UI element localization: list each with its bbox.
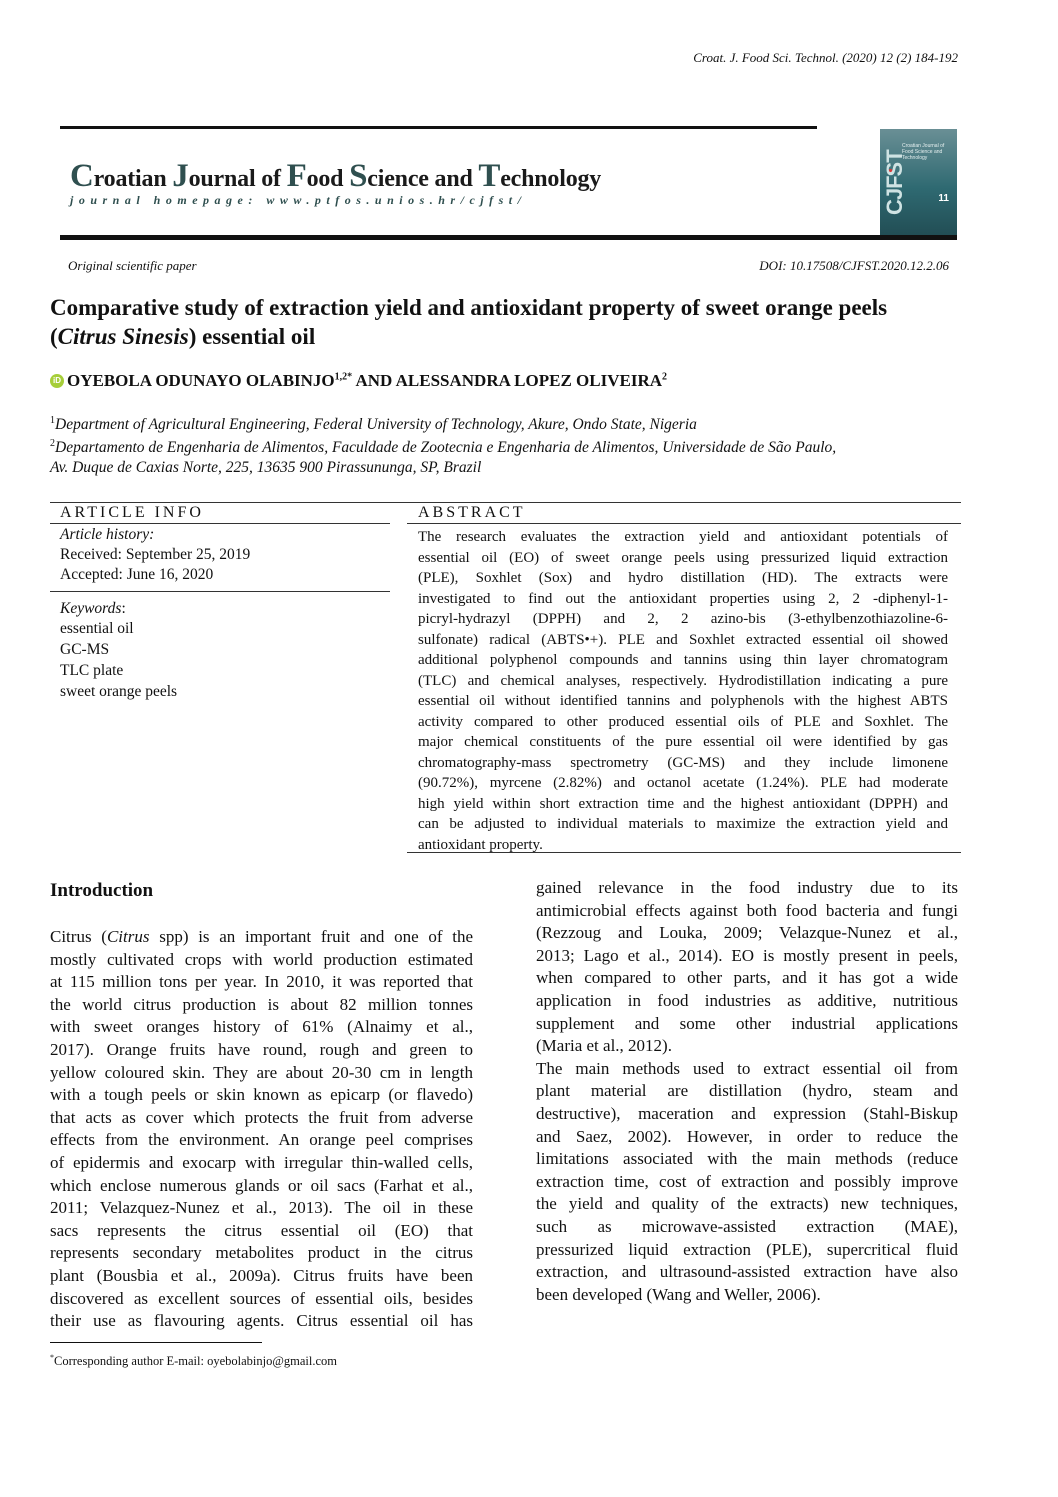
body-line: and Saez, 2002). However, in order to reduce the: [536, 1126, 958, 1146]
keyword-item: essential oil: [60, 620, 134, 637]
abstract-line: The research evaluates the extraction yield and antioxidant potentials of: [418, 529, 948, 545]
introduction-heading: Introduction: [50, 880, 154, 901]
journal-title-initial: C: [70, 158, 94, 194]
body-line: destructive), maceration and expression (Stahl-Biskup: [536, 1103, 958, 1123]
affiliation: [50, 438, 836, 457]
journal-title-initial: J: [172, 158, 189, 194]
cover-logo: CJFST: [882, 150, 907, 215]
affiliation: [50, 415, 697, 434]
abstract-line: essential oil (EO) of sweet orange peels using pressurized liquid extraction: [418, 549, 948, 566]
body-line: with sweet oranges history of 61% (Alnaimy et al.,: [50, 1017, 473, 1037]
body-line: at 115 million tons per year. In 2010, it was reported that: [50, 972, 473, 992]
footnote-marker: *: [50, 1353, 54, 1362]
paper-type: Original scientific paper: [68, 258, 197, 273]
title-species: Citrus Sinesis: [57, 324, 189, 349]
body-line: such as microwave-assisted extraction (MAE),: [536, 1216, 958, 1236]
author-name: OYEBOLA ODUNAYO OLABINJO: [67, 371, 335, 390]
journal-homepage-link[interactable]: journal homepage: www.ptfos.unios.hr/cjfst/: [70, 193, 527, 207]
journal-cover-image: [880, 129, 957, 235]
author-affiliation-marker: 2: [662, 371, 668, 383]
keyword-item: TLC plate: [60, 662, 124, 679]
affiliation-text: Av. Duque de Caxias Norte, 225, 13635 900 Pirassununga, SP, Brazil: [50, 459, 482, 476]
body-text: spp) is an important fruit and one of the: [149, 927, 473, 946]
abstract-line: (PLE), Soxhlet (Sox) and hydro distillation (HD). The extracts were: [418, 570, 948, 586]
body-line: plant material are distillation (hydro, steam and: [536, 1081, 958, 1101]
abstract-line: activity compared to other produced essential oils of PLE and Soxhlet. The: [418, 713, 948, 730]
abstract-line: chromatography-mass spectrometry (GC-MS) and they include limonene: [418, 754, 948, 771]
abstract-line: investigated to find out the antioxidant properties using 2, 2 -diphenyl-1-: [418, 590, 948, 607]
abstract-line: picryl-hydrazyl (DPPH) and 2, 2 azino-bis (3-ethylbenzothiazoline-6-: [418, 611, 948, 627]
body-line: sacs represents the citrus essential oil (EO) that: [50, 1220, 473, 1240]
body-line: the world citrus production is about 82 million tonnes: [50, 994, 473, 1014]
abstract-heading: ABSTRACT: [418, 504, 526, 521]
abstract-line: antioxidant property.: [418, 836, 543, 853]
affiliation-marker: 1: [50, 415, 55, 426]
footnote-rule: [50, 1342, 262, 1343]
introduction-left-column: [50, 926, 473, 1333]
journal-title: [70, 158, 601, 195]
orcid-icon[interactable]: iD: [50, 374, 64, 388]
body-text: Citrus (: [50, 927, 107, 946]
body-line: of epidermis and exocarp with irregular thin-walled cells,: [50, 1152, 473, 1172]
keywords-label-colon: :: [121, 600, 126, 617]
affiliation-text: Department of Agricultural Engineering, Federal University of Technology, Akure, Ondo State, Nigeria: [55, 416, 697, 434]
journal-title-word: roatian: [93, 166, 173, 192]
article-info-divider: [50, 591, 390, 592]
body-line: pressurized liquid extraction (PLE), supercritical fluid: [536, 1239, 958, 1259]
doi-link[interactable]: DOI: 10.17508/CJFST.2020.12.2.06: [759, 258, 949, 273]
article-history-label: Article history:: [60, 526, 155, 543]
abstract-line: (TLC) and chemical analyses, respectively. Hydrodistillation indicating a pure: [418, 672, 948, 689]
body-line: antimicrobial effects against both food bacteria and fungi: [536, 900, 958, 920]
title-rest: ) essential oil: [188, 324, 316, 349]
author-list: [67, 371, 667, 391]
accepted-date: Accepted: June 16, 2020: [60, 566, 214, 583]
body-line: mostly cultivated crops with world production estimated: [50, 949, 473, 969]
body-line: (Maria et al., 2012).: [536, 1036, 672, 1056]
paper-title-line: [50, 322, 962, 351]
title-paren: (: [50, 324, 58, 349]
keyword-item: sweet orange peels: [60, 683, 178, 700]
body-line: effects from the environment. An orange peel comprises: [50, 1130, 473, 1150]
author-name: ALESSANDRA LOPEZ OLIVEIRA: [395, 371, 663, 390]
journal-title-initial: T: [478, 158, 501, 194]
body-line: been developed (Wang and Weller, 2006).: [536, 1284, 821, 1304]
abstract-line: high yield within short extraction time and the highest antioxidant (DPPH) and: [418, 795, 948, 812]
body-line: yellow coloured skin. They are about 20-30 cm in length: [50, 1062, 473, 1082]
affiliation-marker: 2: [50, 438, 55, 449]
body-line: 2011; Velazquez-Nunez et al., 2013). The oil in these: [50, 1198, 473, 1218]
body-line: 2017). Orange fruits have round, rough and green to: [50, 1039, 473, 1059]
abstract-line: (90.72%), myrcene (2.82%) and octanol acetate (1.24%). PLE had moderate: [418, 775, 948, 791]
abstract-line: sulfonate) radical (ABTS•+). PLE and Soxhlet extracted essential oil showed: [418, 631, 948, 648]
journal-citation: Croat. J. Food Sci. Technol. (2020) 12 (2) 184-192: [693, 50, 958, 65]
body-line: The main methods used to extract essential oil from: [536, 1058, 958, 1078]
body-line: application in food industries as additive, nutritious: [536, 990, 958, 1010]
journal-title-word: ournal of: [188, 166, 287, 192]
body-text-italic: Citrus: [106, 927, 150, 946]
affiliation: [50, 459, 481, 477]
header-rule-top: [60, 126, 817, 129]
cover-number: 11: [938, 193, 949, 204]
corresponding-author-footnote: [50, 1353, 337, 1369]
body-line: extraction time, cost of extraction and possibly improve: [536, 1171, 958, 1191]
body-line: represents secondary metabolites product in the citrus: [50, 1243, 473, 1263]
body-line: [50, 926, 473, 949]
body-line: that acts as cover which protects the fruit from adverse: [50, 1107, 473, 1127]
cover-title: Croatian Journal of Food Science and Technology: [902, 143, 945, 161]
section-rule-top: [50, 502, 961, 503]
paper-title: [50, 293, 962, 351]
body-line: limitations associated with the main methods (reduce: [536, 1149, 958, 1169]
received-date: Received: September 25, 2019: [60, 546, 251, 563]
body-line: with a tough peels or skin known as epicarp (or flavedo): [50, 1085, 473, 1105]
body-line: when compared to other parts, and it has got a wide: [536, 968, 958, 988]
body-line: plant (Bousbia et al., 2009a). Citrus fruits have been: [50, 1265, 473, 1285]
body-line: the yield and quality of the extracts) new techniques,: [536, 1194, 958, 1214]
author-affiliation-marker: 1,2*: [334, 371, 353, 383]
abstract-line: major chemical constituents of the pure essential oil were identified by gas: [418, 734, 948, 750]
abstract-rule: [407, 523, 961, 524]
article-info-heading: ARTICLE INFO: [60, 504, 204, 521]
introduction-right-column: [536, 877, 958, 1306]
footnote-text: Corresponding author E-mail: oyebolabinjo@gmail.com: [54, 1354, 337, 1369]
body-line: which enclose numerous glands or oil sacs (Farhat et al.,: [50, 1175, 473, 1195]
abstract-body: [418, 527, 948, 855]
journal-title-word: ood: [306, 166, 350, 192]
author-conjunction: AND: [352, 371, 396, 390]
body-line: their use as flavouring agents. Citrus essential oil has: [50, 1311, 473, 1331]
body-line: gained relevance in the food industry due to its: [536, 878, 958, 897]
article-info-rule: [50, 523, 390, 524]
keywords-label-text: Keywords: [60, 600, 122, 617]
journal-title-initial: F: [286, 158, 307, 194]
body-line: extraction, and ultrasound-assisted extraction have also: [536, 1262, 958, 1282]
keyword-item: GC-MS: [60, 641, 110, 658]
body-line: supplement and some other industrial applications: [536, 1013, 958, 1033]
header-rule-thick: [60, 235, 957, 240]
abstract-line: additional polyphenol compounds and tannins using thin layer chromatogram: [418, 652, 948, 668]
affiliation-text: Departamento de Engenharia de Alimentos, Faculdade de Zootecnia e Engenharia de Alimentos, Universidade de São Paulo,: [55, 439, 837, 457]
journal-title-word: cience and: [367, 166, 479, 192]
body-line: 2013; Lago et al., 2014). EO is mostly present in peels,: [536, 945, 958, 965]
paper-title-line: Comparative study of extraction yield and antioxidant property of sweet orange peels: [50, 295, 888, 320]
keywords-label: [60, 600, 126, 618]
body-line: (Rezzoug and Louka, 2009; Velazque-Nunez et al.,: [536, 923, 958, 943]
body-line: discovered as excellent sources of essential oils, besides: [50, 1288, 473, 1308]
abstract-line: can be adjusted to individual materials to maximize the extraction yield and: [418, 816, 948, 832]
journal-title-initial: S: [349, 158, 368, 194]
journal-title-word: echnology: [500, 166, 602, 192]
abstract-line: essential oil without identified tannins and polyphenols with the highest ABTS: [418, 693, 948, 709]
